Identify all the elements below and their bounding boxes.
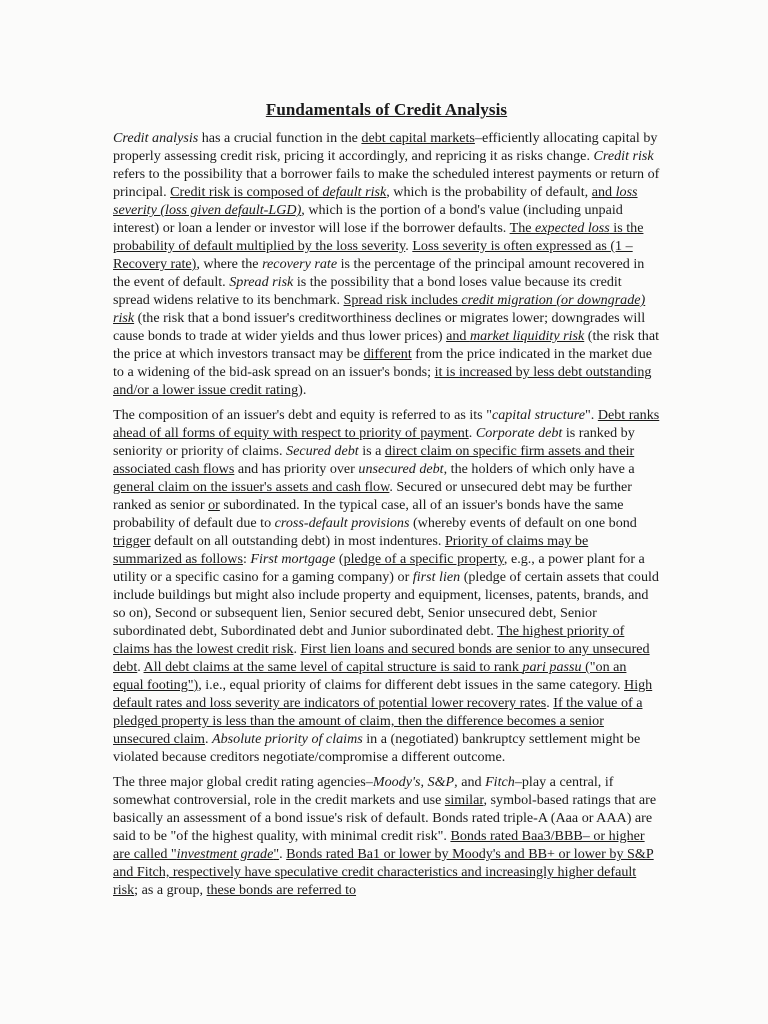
italic-term: capital structure [491,407,585,423]
italic-term: Corporate debt [475,425,563,441]
underlined-text: Bonds rated Baa3/BBB– or higher are called " [113,828,645,862]
underlined-text: Loss severity is often expressed as (1 – Recovery rate) [113,238,633,272]
text-run: . [204,731,213,747]
italic-term: Absolute priority of claims [212,731,363,747]
underlined-text: it is increased by less debt outstanding and/or a lower issue credit rating [113,364,652,398]
text-run: , which is the portion of a bond's value (including unpaid interest) or loan a lender or investor will lose if the borrower defaults. [113,202,623,236]
italic-term: first lien [412,569,461,585]
text-run: , [420,774,428,790]
text-run: (the risk that a bond issuer's creditworthiness declines or migrates lower; downgrades will cause bonds to trade at wider yields and thus lower prices) [113,310,646,344]
underlined-text: loss severity (loss given default-LGD) [113,184,638,218]
document-body [113,129,660,899]
underlined-text: Debt ranks ahead of all forms of equity with respect to priority of payment [113,407,660,441]
underlined-text: pledge of a specific property [343,551,504,567]
underlined-text: these bonds are referred to [206,882,357,898]
paragraph [113,129,660,399]
underlined-text: High default rates and loss severity are indicators of potential lower recovery rates [113,677,653,711]
text-run: . [137,659,144,675]
underlined-text: " [273,846,280,862]
underlined-text: Bonds rated Ba1 or lower by Moody's and BB+ or lower by S&P and Fitch, respectively have speculative credit characteristics and increasingly higher default risk [113,846,654,898]
document-title: Fundamentals of Credit Analysis [265,100,508,119]
text-run: . [468,425,476,441]
underlined-text: trigger [113,533,151,549]
text-run: subordinated. In the typical case, all of an issuer's bonds have the same probability of default due to [113,497,624,531]
underlined-text: Priority of claims may be summarized as follows [113,533,589,567]
underlined-text: direct claim on specific firm assets and their associated cash flows [113,443,635,477]
underlined-text: expected loss [535,220,610,236]
underlined-text: and [446,328,470,344]
text-run: default on all outstanding debt) in most indentures. [150,533,445,549]
text-run: , and [454,774,486,790]
text-run: (pledge of certain assets that could include buildings but might also include property and equipment, licenses, patents, brands, and so on), Second or subsequent lien, Senior secured debt, Senior unsecured debt, Senior subordinated debt, Subordinated debt and Junior subordinated debt. [113,569,659,639]
text-run: (the risk that the price at which investors transact may be [113,328,660,362]
underlined-text: ("on an equal footing") [113,659,627,693]
underlined-text: different [363,346,412,362]
italic-term: Fitch [485,774,515,790]
italic-term: Credit analysis [113,130,199,146]
text-run: –play a central, if somewhat controversial, role in the credit markets and use [113,774,614,808]
italic-term: Moody's [372,774,421,790]
italic-term: S&P [427,774,455,790]
underlined-text: general claim on the issuer's assets and cash flow [113,479,390,495]
text-run: from the price indicated in the market due to a widening of the bid-ask spread on an issuer's bonds; [113,346,653,380]
text-run: ". [585,407,598,423]
underlined-text: and [591,184,616,200]
underlined-text: or [208,497,220,513]
italic-term: Credit risk [593,148,654,164]
underlined-text: Spread risk includes [343,292,462,308]
text-run: , symbol-based ratings that are basically an assessment of a bond issue's risk of default. Bonds rated triple-A (Aaa or AAA) are said to be "of the highest quality, with minimal credit risk". [113,792,657,844]
underlined-text: is the probability of default multiplied by the loss severity [113,220,644,254]
italic-term: recovery rate [262,256,338,272]
italic-term: cross-default provisions [274,515,410,531]
text-run: , i.e., equal priority of claims for different debt issues in the same category. [198,677,625,693]
underlined-text: credit migration (or downgrade) risk [113,292,646,326]
italic-term: unsecured debt [358,461,444,477]
underlined-text: All debt claims at the same level of capital structure is said to rank [143,659,523,675]
text-run: The three major global credit rating agencies– [113,774,373,790]
underlined-text: default risk [322,184,387,200]
underlined-text: debt capital markets [361,130,475,146]
italic-term: Spread risk [229,274,294,290]
paragraph [113,406,660,766]
text-run: . [279,846,287,862]
text-run: , where the [196,256,263,272]
text-run: . [293,641,301,657]
text-run: ; as a group, [134,882,207,898]
underlined-text: The [509,220,536,236]
paragraph [113,773,660,899]
text-run: . [546,695,554,711]
text-run: is the possibility that a bond loses value because its credit spread widens relative to its benchmark. [113,274,622,308]
italic-term: First mortgage [250,551,336,567]
text-run: in a (negotiated) bankruptcy settlement might be violated because creditors negotiate/compromise a different outcome. [113,731,641,765]
underlined-text: investment grade [176,846,274,862]
text-run: is a [358,443,385,459]
text-run: : [242,551,251,567]
underlined-text: Credit risk is composed of [170,184,323,200]
text-run: –efficiently allocating capital by properly assessing credit risk, pricing it accordingly, and repricing it as risks change. [113,130,658,164]
text-run: , the holders of which only have a [443,461,635,477]
text-run: ). [298,382,307,398]
text-run: , e.g., a power plant for a utility or a specific casino for a gaming company) or [113,551,645,585]
text-run: . [405,238,413,254]
text-run: has a crucial function in the [198,130,362,146]
text-run: . Secured or unsecured debt may be further ranked as senior [113,479,633,513]
underlined-text: pari passu [522,659,582,675]
text-run: The composition of an issuer's debt and equity is referred to as its " [113,407,492,423]
underlined-text: If the value of a pledged property is less than the amount of claim, then the difference becomes a senior unsecured claim [113,695,643,747]
underlined-text: The highest priority of claims has the lowest credit risk [113,623,625,657]
underlined-text: market liquidity risk [469,328,585,344]
text-run: (whereby events of default on one bond [409,515,637,531]
text-run: ( [335,551,344,567]
text-run: is ranked by seniority or priority of claims. [113,425,635,459]
text-run: refers to the possibility that a borrower fails to make the scheduled interest payments or return of principal. [113,166,660,200]
text-run: and has priority over [234,461,359,477]
underlined-text: similar [444,792,484,808]
text-run: , which is the probability of default, [386,184,592,200]
underlined-text: First lien loans and secured bonds are senior to any unsecured debt [113,641,650,675]
text-run: is the percentage of the principal amount recovered in the event of default. [113,256,645,290]
italic-term: Secured debt [286,443,359,459]
